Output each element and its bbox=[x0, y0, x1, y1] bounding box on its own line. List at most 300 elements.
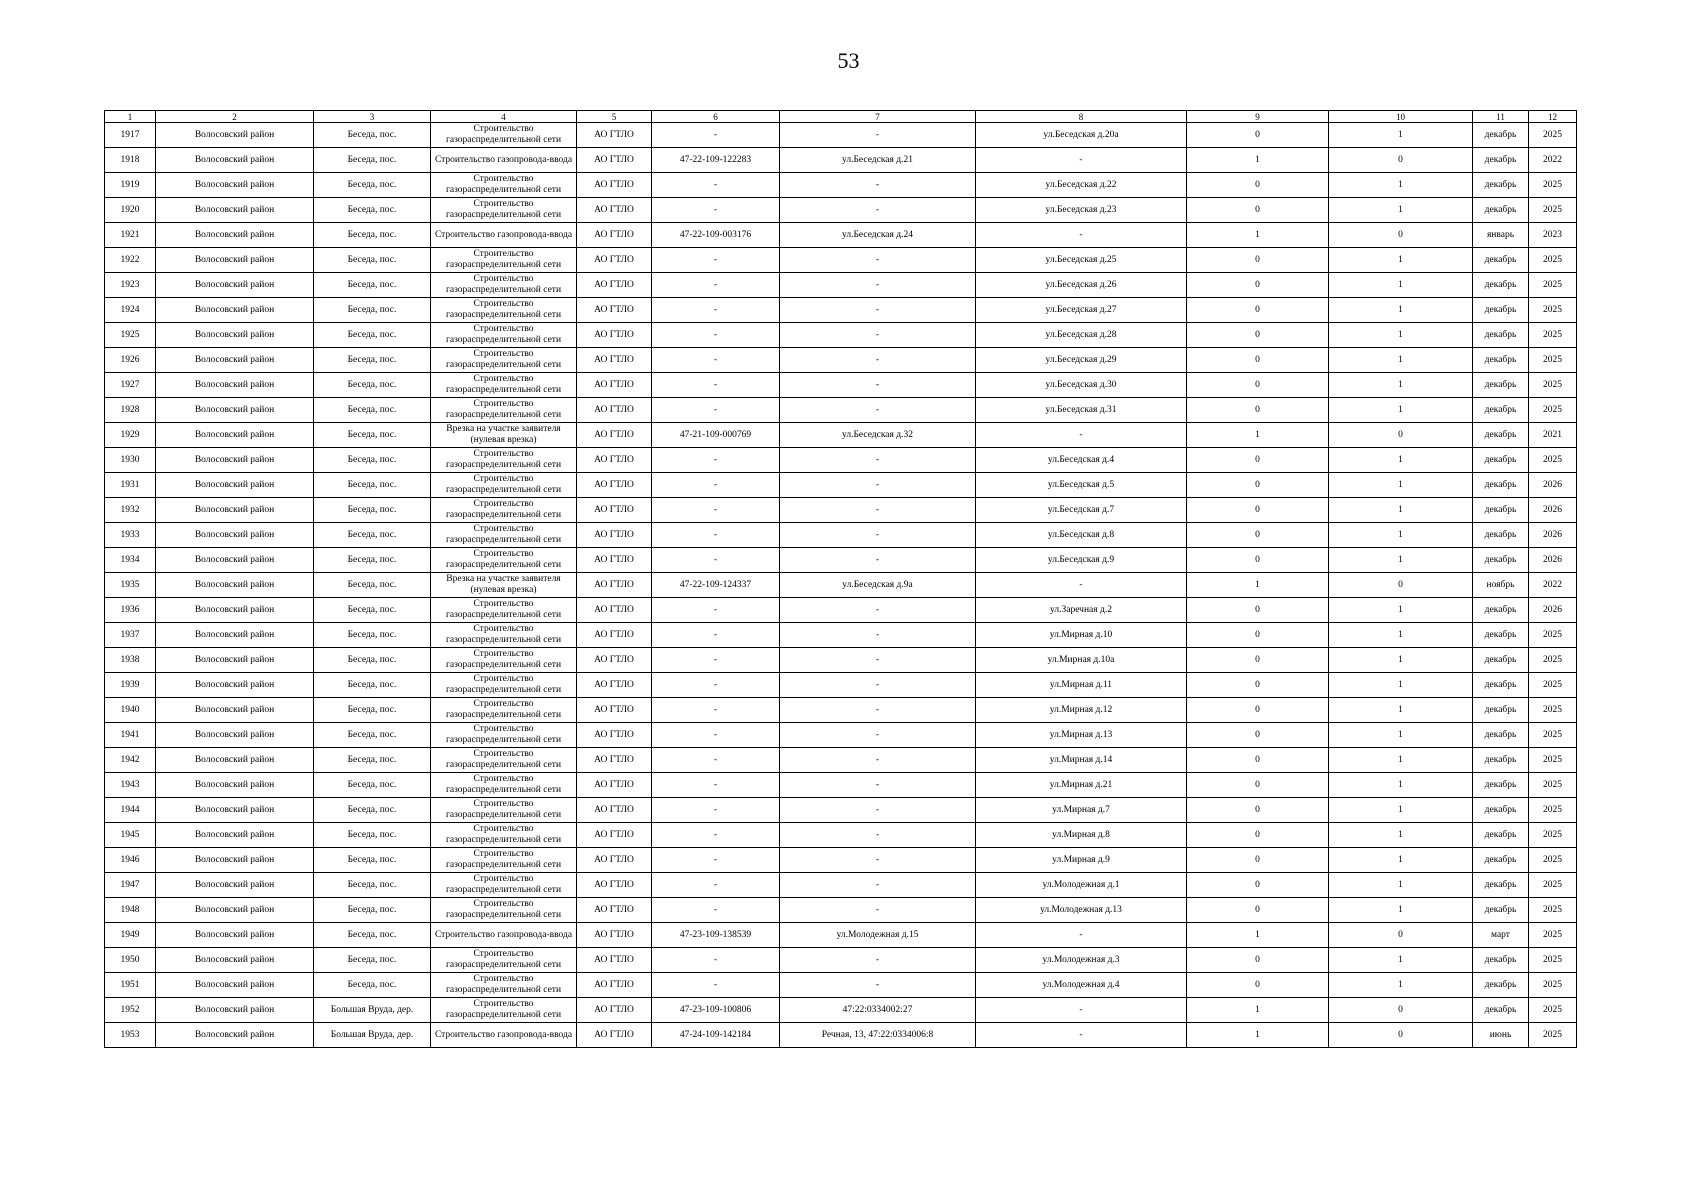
table-row bbox=[105, 1023, 1577, 1048]
month-cell: декабрь bbox=[1473, 873, 1529, 898]
settlement-cell: Беседа, пос. bbox=[314, 548, 431, 573]
organization-cell: АО ГТЛО bbox=[577, 423, 652, 448]
column-number: 2 bbox=[156, 111, 314, 123]
value-col10-cell: 1 bbox=[1329, 648, 1473, 673]
value-col9-cell: 0 bbox=[1187, 823, 1329, 848]
organization-cell: АО ГТЛО bbox=[577, 123, 652, 148]
network-address-cell: ул.Беседская д.23 bbox=[976, 198, 1187, 223]
month-cell: декабрь bbox=[1473, 998, 1529, 1023]
district-cell: Волосовский район bbox=[156, 848, 314, 873]
permit-number-cell: - bbox=[652, 498, 780, 523]
value-col9-cell: 0 bbox=[1187, 373, 1329, 398]
year-cell: 2025 bbox=[1529, 873, 1577, 898]
row-number-cell: 1929 bbox=[105, 423, 156, 448]
month-cell: декабрь bbox=[1473, 123, 1529, 148]
object-address-cell: - bbox=[780, 823, 976, 848]
permit-number-cell: - bbox=[652, 673, 780, 698]
permit-number-cell: 47-21-109-000769 bbox=[652, 423, 780, 448]
table-row bbox=[105, 473, 1577, 498]
value-col10-cell: 1 bbox=[1329, 273, 1473, 298]
district-cell: Волосовский район bbox=[156, 798, 314, 823]
year-cell: 2025 bbox=[1529, 998, 1577, 1023]
year-cell: 2025 bbox=[1529, 623, 1577, 648]
object-address-cell: - bbox=[780, 373, 976, 398]
object-address-cell: ул.Беседская д.9а bbox=[780, 573, 976, 598]
object-address-cell: - bbox=[780, 723, 976, 748]
permit-number-cell: - bbox=[652, 273, 780, 298]
value-col10-cell: 0 bbox=[1329, 423, 1473, 448]
value-col9-cell: 1 bbox=[1187, 573, 1329, 598]
year-cell: 2025 bbox=[1529, 698, 1577, 723]
settlement-cell: Беседа, пос. bbox=[314, 473, 431, 498]
table-row bbox=[105, 798, 1577, 823]
row-number-cell: 1918 bbox=[105, 148, 156, 173]
settlement-cell: Беседа, пос. bbox=[314, 223, 431, 248]
permit-number-cell: - bbox=[652, 248, 780, 273]
network-address-cell: ул.Мирная д.8 bbox=[976, 823, 1187, 848]
settlement-cell: Беседа, пос. bbox=[314, 173, 431, 198]
organization-cell: АО ГТЛО bbox=[577, 998, 652, 1023]
table-row bbox=[105, 223, 1577, 248]
year-cell: 2022 bbox=[1529, 148, 1577, 173]
work-type-cell: Строительство газораспределительной сети bbox=[431, 848, 577, 873]
permit-number-cell: 47-22-109-122283 bbox=[652, 148, 780, 173]
row-number-cell: 1922 bbox=[105, 248, 156, 273]
network-address-cell: ул.Молодежная д.13 bbox=[976, 898, 1187, 923]
month-cell: декабрь bbox=[1473, 448, 1529, 473]
year-cell: 2021 bbox=[1529, 423, 1577, 448]
organization-cell: АО ГТЛО bbox=[577, 973, 652, 998]
row-number-cell: 1937 bbox=[105, 623, 156, 648]
table-row bbox=[105, 673, 1577, 698]
network-address-cell: ул.Мирная д.7 bbox=[976, 798, 1187, 823]
month-cell: декабрь bbox=[1473, 498, 1529, 523]
organization-cell: АО ГТЛО bbox=[577, 348, 652, 373]
organization-cell: АО ГТЛО bbox=[577, 948, 652, 973]
month-cell: ноябрь bbox=[1473, 573, 1529, 598]
permit-number-cell: - bbox=[652, 173, 780, 198]
permit-number-cell: - bbox=[652, 823, 780, 848]
network-address-cell: - bbox=[976, 1023, 1187, 1048]
value-col10-cell: 1 bbox=[1329, 473, 1473, 498]
object-address-cell: - bbox=[780, 748, 976, 773]
table-row bbox=[105, 873, 1577, 898]
month-cell: декабрь bbox=[1473, 473, 1529, 498]
permit-number-cell: - bbox=[652, 473, 780, 498]
month-cell: декабрь bbox=[1473, 598, 1529, 623]
organization-cell: АО ГТЛО bbox=[577, 598, 652, 623]
work-type-cell: Строительство газораспределительной сети bbox=[431, 248, 577, 273]
value-col9-cell: 1 bbox=[1187, 423, 1329, 448]
organization-cell: АО ГТЛО bbox=[577, 523, 652, 548]
network-address-cell: ул.Молодежная д.4 bbox=[976, 973, 1187, 998]
value-col10-cell: 1 bbox=[1329, 823, 1473, 848]
table-row bbox=[105, 198, 1577, 223]
work-type-cell: Строительство газораспределительной сети bbox=[431, 673, 577, 698]
object-address-cell: ул.Молодежная д.15 bbox=[780, 923, 976, 948]
year-cell: 2025 bbox=[1529, 323, 1577, 348]
table-row bbox=[105, 723, 1577, 748]
district-cell: Волосовский район bbox=[156, 448, 314, 473]
year-cell: 2026 bbox=[1529, 523, 1577, 548]
organization-cell: АО ГТЛО bbox=[577, 698, 652, 723]
settlement-cell: Беседа, пос. bbox=[314, 948, 431, 973]
row-number-cell: 1942 bbox=[105, 748, 156, 773]
row-number-cell: 1919 bbox=[105, 173, 156, 198]
settlement-cell: Беседа, пос. bbox=[314, 823, 431, 848]
network-address-cell: - bbox=[976, 923, 1187, 948]
value-col9-cell: 1 bbox=[1187, 148, 1329, 173]
value-col9-cell: 0 bbox=[1187, 948, 1329, 973]
value-col9-cell: 0 bbox=[1187, 848, 1329, 873]
settlement-cell: Беседа, пос. bbox=[314, 323, 431, 348]
district-cell: Волосовский район bbox=[156, 748, 314, 773]
month-cell: декабрь bbox=[1473, 698, 1529, 723]
permit-number-cell: - bbox=[652, 873, 780, 898]
district-cell: Волосовский район bbox=[156, 673, 314, 698]
table-row bbox=[105, 598, 1577, 623]
value-col10-cell: 1 bbox=[1329, 698, 1473, 723]
district-cell: Волосовский район bbox=[156, 148, 314, 173]
work-type-cell: Строительство газораспределительной сети bbox=[431, 123, 577, 148]
year-cell: 2025 bbox=[1529, 823, 1577, 848]
organization-cell: АО ГТЛО bbox=[577, 1023, 652, 1048]
value-col9-cell: 0 bbox=[1187, 348, 1329, 373]
organization-cell: АО ГТЛО bbox=[577, 723, 652, 748]
month-cell: декабрь bbox=[1473, 623, 1529, 648]
work-type-cell: Строительство газопровода-ввода bbox=[431, 148, 577, 173]
row-number-cell: 1928 bbox=[105, 398, 156, 423]
work-type-cell: Строительство газораспределительной сети bbox=[431, 523, 577, 548]
object-address-cell: - bbox=[780, 398, 976, 423]
row-number-cell: 1935 bbox=[105, 573, 156, 598]
organization-cell: АО ГТЛО bbox=[577, 473, 652, 498]
network-address-cell: ул.Беседская д.8 bbox=[976, 523, 1187, 548]
table-row bbox=[105, 148, 1577, 173]
month-cell: декабрь bbox=[1473, 248, 1529, 273]
network-address-cell: ул.Мирная д.14 bbox=[976, 748, 1187, 773]
value-col9-cell: 0 bbox=[1187, 198, 1329, 223]
work-type-cell: Строительство газораспределительной сети bbox=[431, 698, 577, 723]
page-number: 53 bbox=[837, 48, 860, 73]
row-number-cell: 1920 bbox=[105, 198, 156, 223]
table-row bbox=[105, 398, 1577, 423]
work-type-cell: Врезка на участке заявителя (нулевая врезка) bbox=[431, 573, 577, 598]
settlement-cell: Беседа, пос. bbox=[314, 623, 431, 648]
object-address-cell: - bbox=[780, 348, 976, 373]
organization-cell: АО ГТЛО bbox=[577, 223, 652, 248]
month-cell: декабрь bbox=[1473, 898, 1529, 923]
row-number-cell: 1948 bbox=[105, 898, 156, 923]
settlement-cell: Беседа, пос. bbox=[314, 923, 431, 948]
network-address-cell: ул.Беседская д.5 bbox=[976, 473, 1187, 498]
value-col9-cell: 0 bbox=[1187, 898, 1329, 923]
table-row bbox=[105, 323, 1577, 348]
permit-number-cell: - bbox=[652, 323, 780, 348]
settlement-cell: Беседа, пос. bbox=[314, 198, 431, 223]
year-cell: 2025 bbox=[1529, 773, 1577, 798]
settlement-cell: Беседа, пос. bbox=[314, 673, 431, 698]
organization-cell: АО ГТЛО bbox=[577, 498, 652, 523]
column-number: 7 bbox=[780, 111, 976, 123]
object-address-cell: - bbox=[780, 448, 976, 473]
object-address-cell: - bbox=[780, 198, 976, 223]
table-row bbox=[105, 773, 1577, 798]
work-type-cell: Строительство газораспределительной сети bbox=[431, 448, 577, 473]
row-number-cell: 1926 bbox=[105, 348, 156, 373]
district-cell: Волосовский район bbox=[156, 373, 314, 398]
organization-cell: АО ГТЛО bbox=[577, 823, 652, 848]
settlement-cell: Беседа, пос. bbox=[314, 148, 431, 173]
value-col10-cell: 1 bbox=[1329, 773, 1473, 798]
year-cell: 2025 bbox=[1529, 448, 1577, 473]
value-col9-cell: 0 bbox=[1187, 648, 1329, 673]
work-type-cell: Строительство газопровода-ввода bbox=[431, 1023, 577, 1048]
district-cell: Волосовский район bbox=[156, 873, 314, 898]
value-col10-cell: 0 bbox=[1329, 923, 1473, 948]
work-type-cell: Строительство газораспределительной сети bbox=[431, 998, 577, 1023]
value-col10-cell: 1 bbox=[1329, 673, 1473, 698]
table-row bbox=[105, 273, 1577, 298]
work-type-cell: Строительство газораспределительной сети bbox=[431, 973, 577, 998]
row-number-cell: 1933 bbox=[105, 523, 156, 548]
district-cell: Волосовский район bbox=[156, 723, 314, 748]
year-cell: 2025 bbox=[1529, 848, 1577, 873]
settlement-cell: Беседа, пос. bbox=[314, 973, 431, 998]
work-type-cell: Строительство газораспределительной сети bbox=[431, 373, 577, 398]
settlement-cell: Беседа, пос. bbox=[314, 273, 431, 298]
network-address-cell: - bbox=[976, 423, 1187, 448]
value-col10-cell: 1 bbox=[1329, 748, 1473, 773]
month-cell: декабрь bbox=[1473, 298, 1529, 323]
object-address-cell: - bbox=[780, 123, 976, 148]
work-type-cell: Строительство газораспределительной сети bbox=[431, 323, 577, 348]
table-body bbox=[105, 123, 1577, 1048]
year-cell: 2025 bbox=[1529, 248, 1577, 273]
value-col10-cell: 1 bbox=[1329, 498, 1473, 523]
value-col9-cell: 0 bbox=[1187, 523, 1329, 548]
organization-cell: АО ГТЛО bbox=[577, 648, 652, 673]
district-cell: Волосовский район bbox=[156, 348, 314, 373]
value-col10-cell: 1 bbox=[1329, 873, 1473, 898]
permit-number-cell: 47-23-109-100806 bbox=[652, 998, 780, 1023]
district-cell: Волосовский район bbox=[156, 598, 314, 623]
row-number-cell: 1927 bbox=[105, 373, 156, 398]
settlement-cell: Беседа, пос. bbox=[314, 448, 431, 473]
year-cell: 2025 bbox=[1529, 173, 1577, 198]
organization-cell: АО ГТЛО bbox=[577, 873, 652, 898]
organization-cell: АО ГТЛО bbox=[577, 373, 652, 398]
permit-number-cell: - bbox=[652, 548, 780, 573]
object-address-cell: - bbox=[780, 648, 976, 673]
settlement-cell: Беседа, пос. bbox=[314, 123, 431, 148]
month-cell: январь bbox=[1473, 223, 1529, 248]
network-address-cell: ул.Мирная д.11 bbox=[976, 673, 1187, 698]
month-cell: декабрь bbox=[1473, 723, 1529, 748]
district-cell: Волосовский район bbox=[156, 648, 314, 673]
row-number-cell: 1950 bbox=[105, 948, 156, 973]
settlement-cell: Беседа, пос. bbox=[314, 898, 431, 923]
row-number-cell: 1941 bbox=[105, 723, 156, 748]
work-type-cell: Строительство газораспределительной сети bbox=[431, 873, 577, 898]
month-cell: декабрь bbox=[1473, 273, 1529, 298]
month-cell: декабрь bbox=[1473, 423, 1529, 448]
permit-number-cell: - bbox=[652, 298, 780, 323]
network-address-cell: ул.Беседская д.22 bbox=[976, 173, 1187, 198]
permit-number-cell: - bbox=[652, 748, 780, 773]
permit-number-cell: - bbox=[652, 898, 780, 923]
permit-number-cell: 47-23-109-138539 bbox=[652, 923, 780, 948]
table-row bbox=[105, 298, 1577, 323]
value-col10-cell: 1 bbox=[1329, 548, 1473, 573]
permit-number-cell: - bbox=[652, 723, 780, 748]
table-row bbox=[105, 573, 1577, 598]
district-cell: Волосовский район bbox=[156, 398, 314, 423]
network-address-cell: ул.Беседская д.31 bbox=[976, 398, 1187, 423]
work-type-cell: Строительство газораспределительной сети bbox=[431, 273, 577, 298]
column-number: 12 bbox=[1529, 111, 1577, 123]
month-cell: декабрь bbox=[1473, 773, 1529, 798]
row-number-cell: 1917 bbox=[105, 123, 156, 148]
month-cell: декабрь bbox=[1473, 198, 1529, 223]
year-cell: 2025 bbox=[1529, 898, 1577, 923]
organization-cell: АО ГТЛО bbox=[577, 148, 652, 173]
table-row bbox=[105, 423, 1577, 448]
year-cell: 2025 bbox=[1529, 723, 1577, 748]
district-cell: Волосовский район bbox=[156, 573, 314, 598]
year-cell: 2025 bbox=[1529, 398, 1577, 423]
settlement-cell: Беседа, пос. bbox=[314, 873, 431, 898]
district-cell: Волосовский район bbox=[156, 923, 314, 948]
district-cell: Волосовский район bbox=[156, 1023, 314, 1048]
work-type-cell: Строительство газопровода-ввода bbox=[431, 923, 577, 948]
object-address-cell: - bbox=[780, 248, 976, 273]
table-row bbox=[105, 448, 1577, 473]
table-row bbox=[105, 823, 1577, 848]
month-cell: декабрь bbox=[1473, 848, 1529, 873]
permit-number-cell: - bbox=[652, 773, 780, 798]
table-row bbox=[105, 623, 1577, 648]
district-cell: Волосовский район bbox=[156, 948, 314, 973]
value-col9-cell: 0 bbox=[1187, 298, 1329, 323]
work-type-cell: Строительство газораспределительной сети bbox=[431, 548, 577, 573]
year-cell: 2026 bbox=[1529, 473, 1577, 498]
object-address-cell: - bbox=[780, 548, 976, 573]
work-type-cell: Строительство газораспределительной сети bbox=[431, 348, 577, 373]
organization-cell: АО ГТЛО bbox=[577, 898, 652, 923]
permit-number-cell: - bbox=[652, 398, 780, 423]
district-cell: Волосовский район bbox=[156, 123, 314, 148]
registry-table bbox=[104, 110, 1577, 1048]
network-address-cell: - bbox=[976, 998, 1187, 1023]
object-address-cell: - bbox=[780, 298, 976, 323]
row-number-cell: 1943 bbox=[105, 773, 156, 798]
settlement-cell: Беседа, пос. bbox=[314, 798, 431, 823]
value-col10-cell: 1 bbox=[1329, 898, 1473, 923]
row-number-cell: 1934 bbox=[105, 548, 156, 573]
value-col10-cell: 1 bbox=[1329, 173, 1473, 198]
network-address-cell: ул.Мирная д.9 bbox=[976, 848, 1187, 873]
row-number-cell: 1951 bbox=[105, 973, 156, 998]
month-cell: декабрь bbox=[1473, 523, 1529, 548]
row-number-cell: 1931 bbox=[105, 473, 156, 498]
permit-number-cell: - bbox=[652, 698, 780, 723]
table-row bbox=[105, 748, 1577, 773]
permit-number-cell: - bbox=[652, 973, 780, 998]
work-type-cell: Строительство газораспределительной сети bbox=[431, 798, 577, 823]
object-address-cell: - bbox=[780, 848, 976, 873]
table-row bbox=[105, 948, 1577, 973]
month-cell: март bbox=[1473, 923, 1529, 948]
object-address-cell: - bbox=[780, 698, 976, 723]
settlement-cell: Беседа, пос. bbox=[314, 773, 431, 798]
value-col9-cell: 0 bbox=[1187, 873, 1329, 898]
object-address-cell: - bbox=[780, 773, 976, 798]
value-col9-cell: 0 bbox=[1187, 798, 1329, 823]
year-cell: 2022 bbox=[1529, 573, 1577, 598]
table-row bbox=[105, 848, 1577, 873]
value-col9-cell: 0 bbox=[1187, 623, 1329, 648]
permit-number-cell: 47-22-109-003176 bbox=[652, 223, 780, 248]
month-cell: декабрь bbox=[1473, 973, 1529, 998]
row-number-cell: 1924 bbox=[105, 298, 156, 323]
district-cell: Волосовский район bbox=[156, 898, 314, 923]
settlement-cell: Беседа, пос. bbox=[314, 248, 431, 273]
month-cell: декабрь bbox=[1473, 373, 1529, 398]
value-col10-cell: 1 bbox=[1329, 723, 1473, 748]
network-address-cell: ул.Беседская д.29 bbox=[976, 348, 1187, 373]
row-number-cell: 1932 bbox=[105, 498, 156, 523]
month-cell: декабрь bbox=[1473, 748, 1529, 773]
year-cell: 2025 bbox=[1529, 1023, 1577, 1048]
settlement-cell: Беседа, пос. bbox=[314, 748, 431, 773]
permit-number-cell: - bbox=[652, 448, 780, 473]
month-cell: декабрь bbox=[1473, 948, 1529, 973]
row-number-cell: 1930 bbox=[105, 448, 156, 473]
month-cell: декабрь bbox=[1473, 673, 1529, 698]
month-cell: декабрь bbox=[1473, 548, 1529, 573]
district-cell: Волосовский район bbox=[156, 548, 314, 573]
table-row bbox=[105, 498, 1577, 523]
value-col9-cell: 0 bbox=[1187, 398, 1329, 423]
organization-cell: АО ГТЛО bbox=[577, 398, 652, 423]
district-cell: Волосовский район bbox=[156, 248, 314, 273]
table-row bbox=[105, 123, 1577, 148]
organization-cell: АО ГТЛО bbox=[577, 248, 652, 273]
value-col9-cell: 0 bbox=[1187, 498, 1329, 523]
network-address-cell: ул.Беседская д.25 bbox=[976, 248, 1187, 273]
settlement-cell: Беседа, пос. bbox=[314, 423, 431, 448]
district-cell: Волосовский район bbox=[156, 198, 314, 223]
value-col9-cell: 0 bbox=[1187, 173, 1329, 198]
network-address-cell: ул.Беседская д.7 bbox=[976, 498, 1187, 523]
network-address-cell: ул.Мирная д.13 bbox=[976, 723, 1187, 748]
month-cell: декабрь bbox=[1473, 648, 1529, 673]
month-cell: декабрь bbox=[1473, 348, 1529, 373]
object-address-cell: - bbox=[780, 673, 976, 698]
column-number: 8 bbox=[976, 111, 1187, 123]
network-address-cell: ул.Беседская д.9 bbox=[976, 548, 1187, 573]
column-number: 11 bbox=[1473, 111, 1529, 123]
column-number: 4 bbox=[431, 111, 577, 123]
work-type-cell: Строительство газораспределительной сети bbox=[431, 598, 577, 623]
network-address-cell: ул.Беседская д.20а bbox=[976, 123, 1187, 148]
object-address-cell: ул.Беседская д.32 bbox=[780, 423, 976, 448]
value-col9-cell: 0 bbox=[1187, 673, 1329, 698]
value-col9-cell: 1 bbox=[1187, 923, 1329, 948]
organization-cell: АО ГТЛО bbox=[577, 448, 652, 473]
table-header bbox=[105, 111, 1577, 123]
